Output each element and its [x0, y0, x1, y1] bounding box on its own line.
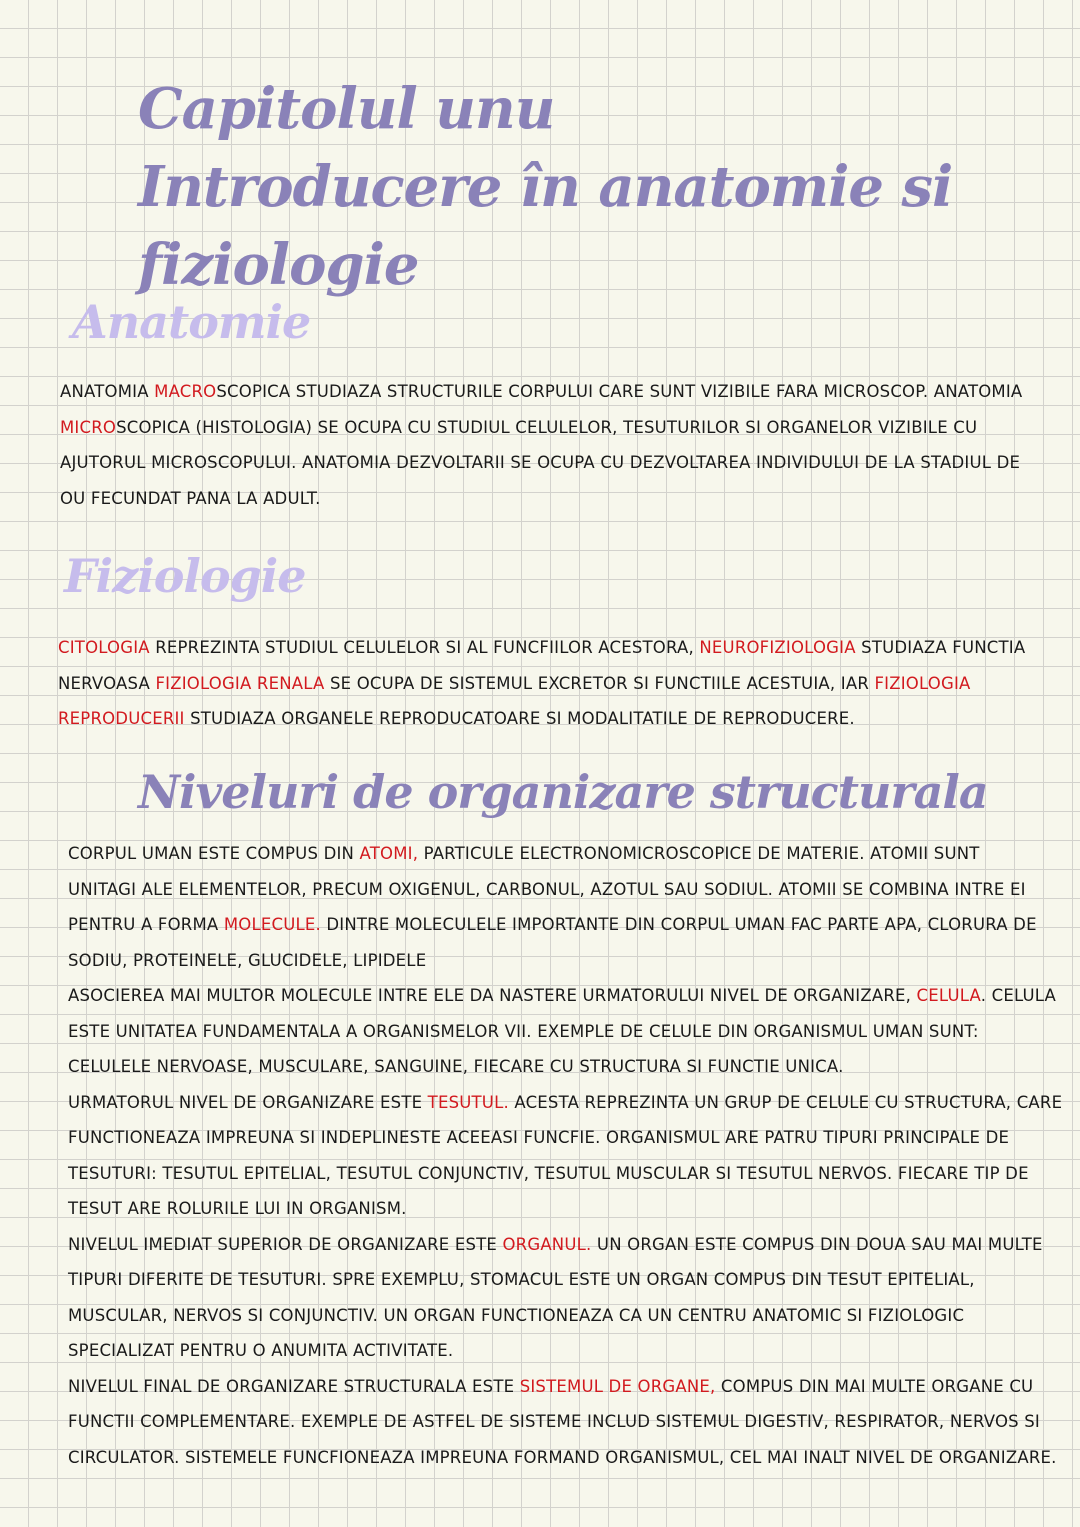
text-line: URMATORUL NIVEL DE ORGANIZARE ESTE TESUTUL. ACESTA REPREZINTA UN GRUP DE CELULE CU STRUCTURA, CARE	[68, 1092, 1063, 1112]
text-line: MUSCULAR, NERVOS SI CONJUNCTIV. UN ORGAN FUNCTIONEAZA CA UN CENTRU ANATOMIC SI FIZIOLOGIC	[68, 1305, 965, 1325]
text-line: TESUT ARE ROLURILE LUI IN ORGANISM.	[68, 1199, 407, 1218]
highlighted-term: ORGANUL.	[502, 1234, 592, 1254]
text-line: TESUTURI: TESUTUL EPITELIAL, TESUTUL CONJUNCTIV, TESUTUL MUSCULAR SI TESUTUL NERVOS. FIECARE TIP DE	[68, 1163, 1029, 1183]
text-line: SPECIALIZAT PENTRU O ANUMITA ACTIVITATE.	[68, 1341, 454, 1360]
highlighted-term: FIZIOLOGIA RENALA	[155, 673, 325, 693]
text-line: TIPURI DIFERITE DE TESUTURI. SPRE EXEMPLU, STOMACUL ESTE UN ORGAN COMPUS DIN TESUT EPITELIAL,	[68, 1270, 975, 1289]
chapter-title-line-3: fiziologie	[138, 232, 419, 298]
text-line: SODIU, PROTEINELE, GLUCIDELE, LIPIDELE	[68, 950, 427, 970]
section-heading-fiziologie: Fiziologie	[64, 549, 306, 603]
text-line: CELULELE NERVOASE, MUSCULARE, SANGUINE, FIECARE CU STRUCTURA SI FUNCTIE UNICA.	[68, 1057, 844, 1076]
text-line: AJUTORUL MICROSCOPULUI. ANATOMIA DEZVOLTARII SE OCUPA CU DEZVOLTAREA INDIVIDULUI DE LA STADIUL DE	[60, 453, 1021, 472]
highlighted-term: FIZIOLOGIA	[874, 673, 971, 693]
highlighted-term: CITOLOGIA	[58, 638, 150, 657]
section-heading-anatomie: Anatomie	[72, 295, 311, 349]
text-line: MICROSCOPICA (HISTOLOGIA) SE OCUPA CU STUDIUL CELULELOR, TESUTURILOR SI ORGANELOR VIZIBILE CU	[60, 417, 978, 437]
chapter-title	[138, 70, 952, 304]
section-body-niveluri	[68, 836, 1062, 1475]
text-line: NERVOASA FIZIOLOGIA RENALA SE OCUPA DE SISTEMUL EXCRETOR SI FUNCTIILE ACESTUIA, IAR FIZIOLOGIA	[58, 673, 971, 693]
highlighted-term: CELULA	[916, 986, 981, 1005]
text-line: OU FECUNDAT PANA LA ADULT.	[60, 488, 321, 508]
highlighted-term: MICRO	[60, 417, 117, 437]
section-body-fiziologie	[58, 630, 1025, 737]
highlighted-term: SISTEMUL DE ORGANE,	[519, 1376, 716, 1396]
text-line: FUNCTII COMPLEMENTARE. EXEMPLE DE ASTFEL DE SISTEME INCLUD SISTEMUL DIGESTIV, RESPIRATOR, NERVOS SI	[68, 1412, 1040, 1431]
text-line: REPRODUCERII STUDIAZA ORGANELE REPRODUCATOARE SI MODALITATILE DE REPRODUCERE.	[58, 709, 855, 728]
text-line: CIRCULATOR. SISTEMELE FUNCFIONEAZA IMPREUNA FORMAND ORGANISMUL, CEL MAI INALT NIVEL DE ORGANIZARE.	[68, 1447, 1057, 1467]
text-line: FUNCTIONEAZA IMPREUNA SI INDEPLINESTE ACEEASI FUNCFIE. ORGANISMUL ARE PATRU TIPURI PRINCIPALE DE	[68, 1128, 1010, 1147]
section-heading-niveluri: Niveluri de organizare structurala	[138, 765, 988, 819]
text-line: ASOCIEREA MAI MULTOR MOLECULE INTRE ELE DA NASTERE URMATORULUI NIVEL DE ORGANIZARE, CELULA. CELULA	[68, 986, 1057, 1005]
highlighted-term: NEUROFIZIOLOGIA	[699, 638, 856, 657]
text-line: CITOLOGIA REPREZINTA STUDIUL CELULELOR SI AL FUNCFIILOR ACESTORA, NEUROFIZIOLOGIA STUDIAZA FUNCTIA	[58, 638, 1026, 657]
highlighted-term: MOLECULE.	[223, 915, 321, 934]
highlighted-term: REPRODUCERII	[58, 709, 185, 728]
chapter-title-line-2: Introducere în anatomie si	[138, 154, 953, 220]
text-line: UNITAGI ALE ELEMENTELOR, PRECUM OXIGENUL, CARBONUL, AZOTUL SAU SODIUL. ATOMII SE COMBINA INTRE EI	[68, 879, 1026, 899]
text-line: PENTRU A FORMA MOLECULE. DINTRE MOLECULELE IMPORTANTE DIN CORPUL UMAN FAC PARTE APA, CLORURA DE	[68, 915, 1037, 934]
chapter-title-line-1: Capitolul unu	[138, 76, 555, 142]
text-line: ANATOMIA MACROSCOPICA STUDIAZA STRUCTURILE CORPULUI CARE SUNT VIZIBILE FARA MICROSCOP. ANATOMIA	[60, 382, 1023, 401]
text-line: CORPUL UMAN ESTE COMPUS DIN ATOMI, PARTICULE ELECTRONOMICROSCOPICE DE MATERIE. ATOMII SUNT	[68, 844, 980, 863]
highlighted-term: TESUTUL.	[427, 1092, 509, 1112]
highlighted-term: ATOMI,	[359, 844, 419, 863]
text-line: NIVELUL IMEDIAT SUPERIOR DE ORGANIZARE ESTE ORGANUL. UN ORGAN ESTE COMPUS DIN DOUA SAU MAI MULTE	[68, 1234, 1043, 1254]
highlighted-term: MACRO	[154, 382, 217, 401]
section-body-anatomie	[60, 374, 1022, 516]
text-line: NIVELUL FINAL DE ORGANIZARE STRUCTURALA ESTE SISTEMUL DE ORGANE, COMPUS DIN MAI MULTE ORGANE CU	[68, 1376, 1034, 1396]
text-line: ESTE UNITATEA FUNDAMENTALA A ORGANISMELOR VII. EXEMPLE DE CELULE DIN ORGANISMUL UMAN SUNT:	[68, 1021, 979, 1041]
